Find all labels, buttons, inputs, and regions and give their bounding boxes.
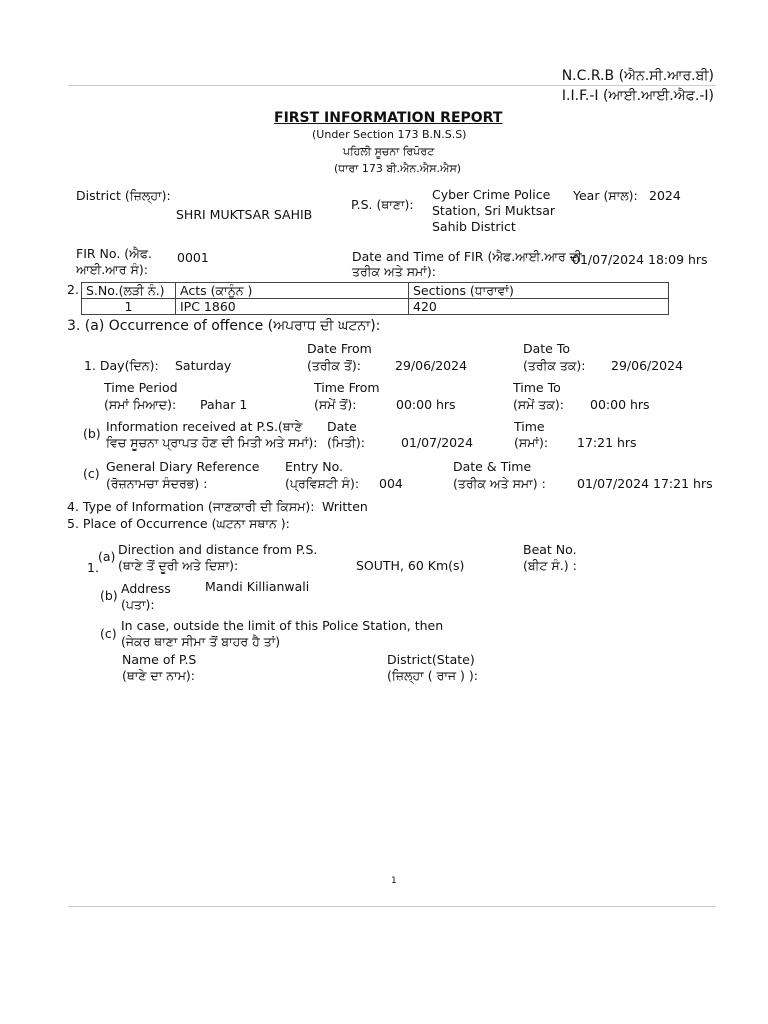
- info-date-label: Date: [327, 419, 357, 434]
- fir-datetime-label-line2: ਤਰੀਕ ਅਤੇ ਸਮਾਂ):: [352, 264, 436, 279]
- header-sections: Sections (ਧਾਰਾਵਾਂ): [409, 283, 669, 299]
- place-marker-b: (b): [100, 588, 118, 603]
- report-title-punjabi: ਪਹਿਲੀ ਸੂਚਨਾ ਰਿਪੋਰਟ: [343, 145, 435, 158]
- time-from-label: Time From: [314, 380, 380, 395]
- date-from-label: Date From: [307, 341, 372, 356]
- district-value: SHRI MUKTSAR SAHIB: [176, 207, 313, 222]
- report-section-punjabi: (ਧਾਰਾ 173 ਬੀ.ਐਨ.ਐਸ.ਐਸ): [334, 162, 462, 175]
- bottom-divider: [68, 906, 716, 907]
- time-from-sub: (ਸਮੇਂ ਤੋਂ):: [314, 397, 357, 412]
- time-to-sub: (ਸਮੇਂ ਤਕ):: [513, 397, 565, 412]
- info-date-sub: (ਮਿਤੀ):: [327, 435, 365, 450]
- district-label: District (ਜ਼ਿਲ੍ਹਾ):: [76, 188, 171, 203]
- ps-label: P.S. (ਥਾਣਾ):: [351, 197, 414, 212]
- gd-entry-value: 004: [379, 476, 403, 491]
- fir-value: 0001: [177, 250, 209, 265]
- date-to-label: Date To: [523, 341, 571, 356]
- direction-sub: (ਥਾਣੇ ਤੋਂ ਦੂਰੀ ਅਤੇ ਦਿਸ਼ਾ):: [118, 558, 239, 573]
- info-received-label-line1: Information received at P.S.(ਥਾਣੇ: [106, 419, 303, 434]
- gd-marker: (c): [83, 466, 100, 481]
- district-state-label: District(State): [387, 652, 475, 667]
- report-section: (Under Section 173 B.N.S.S): [312, 128, 467, 141]
- acts-table: [81, 282, 669, 315]
- date-to-value: 29/06/2024: [611, 358, 684, 373]
- ps-value-line1: Cyber Crime Police: [432, 187, 551, 202]
- header-sno: S.No.(ਲੜੀ ਨੰ.): [82, 283, 176, 299]
- iif-header: I.I.F.-I (ਆਈ.ਆਈ.ਐਫ.-I): [561, 88, 714, 104]
- direction-value: SOUTH, 60 Km(s): [356, 558, 465, 573]
- address-value: Mandi Killianwali: [205, 579, 310, 594]
- report-title: FIRST INFORMATION REPORT: [274, 110, 503, 126]
- direction-label: Direction and distance from P.S.: [118, 542, 318, 557]
- occurrence-heading: 3. (a) Occurrence of offence (ਅਪਰਾਧ ਦੀ ਘਟਨਾ):: [67, 318, 381, 334]
- info-date-value: 01/07/2024: [401, 435, 474, 450]
- ncrb-header: N.C.R.B (ਐਨ.ਸੀ.ਆਰ.ਬੀ): [561, 68, 714, 84]
- info-time-value: 17:21 hrs: [577, 435, 637, 450]
- fir-date-value: 01/07/2024: [572, 252, 645, 267]
- row-section: 420: [409, 299, 669, 315]
- place-marker-a: (a): [98, 549, 116, 564]
- fir-label-line1: FIR No. (ਐਫ.: [76, 246, 152, 261]
- time-period-sub: (ਸਮਾਂ ਮਿਆਦ):: [104, 397, 177, 412]
- year-label: Year (ਸਾਲ):: [573, 188, 638, 203]
- date-from-value: 29/06/2024: [395, 358, 468, 373]
- acts-item-number: 2.: [67, 282, 79, 297]
- year-value: 2024: [649, 188, 681, 203]
- row-sno: 1: [82, 299, 176, 315]
- day-value: Saturday: [175, 358, 232, 373]
- ps-value-line3: Sahib District: [432, 219, 516, 234]
- page-number: 1: [391, 876, 397, 886]
- place-marker-c: (c): [100, 626, 117, 641]
- day-label: 1. Day(ਦਿਨ):: [84, 358, 159, 373]
- gd-entry-label: Entry No.: [285, 459, 343, 474]
- place-heading: 5. Place of Occurrence (ਘਟਨਾ ਸਥਾਨ ):: [67, 516, 290, 531]
- address-label: Address: [121, 581, 171, 596]
- info-time-sub: (ਸਮਾਂ):: [514, 435, 549, 450]
- address-sub: (ਪਤਾ):: [121, 597, 155, 612]
- fir-time-value: 18:09 hrs: [648, 252, 708, 267]
- outside-sub: (ਜੇਕਰ ਥਾਣਾ ਸੀਮਾ ਤੋਂ ਬਾਹਰ ਹੈ ਤਾਂ): [121, 634, 281, 649]
- acts-table-header: [82, 283, 669, 299]
- ps-value-line2: Station, Sri Muktsar: [432, 203, 556, 218]
- beat-label: Beat No.: [523, 542, 577, 557]
- time-period-label: Time Period: [104, 380, 178, 395]
- top-divider: [68, 85, 716, 86]
- row-act: IPC 1860: [176, 299, 409, 315]
- type-of-info-value: Written: [322, 499, 368, 514]
- type-of-info-label: 4. Type of Information (ਜਾਣਕਾਰੀ ਦੀ ਕਿਸਮ):: [67, 499, 315, 514]
- header-acts: Acts (ਕਾਨੂੰਨ ): [176, 283, 409, 299]
- fir-label-line2: ਆਈ.ਆਰ ਸੰ):: [76, 262, 148, 277]
- fir-datetime-label-line1: Date and Time of FIR (ਐਫ.ਆਈ.ਆਰ ਦੀ: [352, 249, 582, 264]
- gd-label-line1: General Diary Reference: [106, 459, 260, 474]
- beat-sub: (ਬੀਟ ਸੰ.) :: [523, 558, 577, 573]
- table-row: [82, 299, 669, 315]
- gd-datetime-sub: (ਤਰੀਕ ਅਤੇ ਸਮਾ) :: [453, 476, 546, 491]
- date-from-sub: (ਤਰੀਕ ਤੋਂ):: [307, 358, 361, 373]
- info-received-label-line2: ਵਿਚ ਸੂਚਨਾ ਪ੍ਰਾਪਤ ਹੋਣ ਦੀ ਮਿਤੀ ਅਤੇ ਸਮਾਂ):: [106, 435, 318, 450]
- time-to-value: 00:00 hrs: [590, 397, 650, 412]
- time-period-value: Pahar 1: [200, 397, 248, 412]
- district-state-sub: (ਜ਼ਿਲ੍ਹਾ ( ਰਾਜ ) ):: [387, 668, 478, 683]
- gd-datetime-value: 01/07/2024 17:21 hrs: [577, 476, 713, 491]
- info-received-marker: (b): [83, 426, 101, 441]
- place-item-number: 1.: [87, 560, 99, 575]
- gd-entry-sub: (ਪ੍ਰਵਿਸ਼ਟੀ ਸੰ):: [285, 476, 360, 491]
- info-time-label: Time: [514, 419, 545, 434]
- date-to-sub: (ਤਰੀਕ ਤਕ):: [523, 358, 586, 373]
- ps-name-label: Name of P.S: [122, 652, 197, 667]
- time-from-value: 00:00 hrs: [396, 397, 456, 412]
- outside-label: In case, outside the limit of this Police Station, then: [121, 618, 444, 633]
- gd-datetime-label: Date & Time: [453, 459, 532, 474]
- ps-name-sub: (ਥਾਣੇ ਦਾ ਨਾਮ):: [122, 668, 196, 683]
- gd-label-line2: (ਰੋਜ਼ਨਾਮਚਾ ਸੰਦਰਭ) :: [106, 476, 208, 491]
- time-to-label: Time To: [513, 380, 561, 395]
